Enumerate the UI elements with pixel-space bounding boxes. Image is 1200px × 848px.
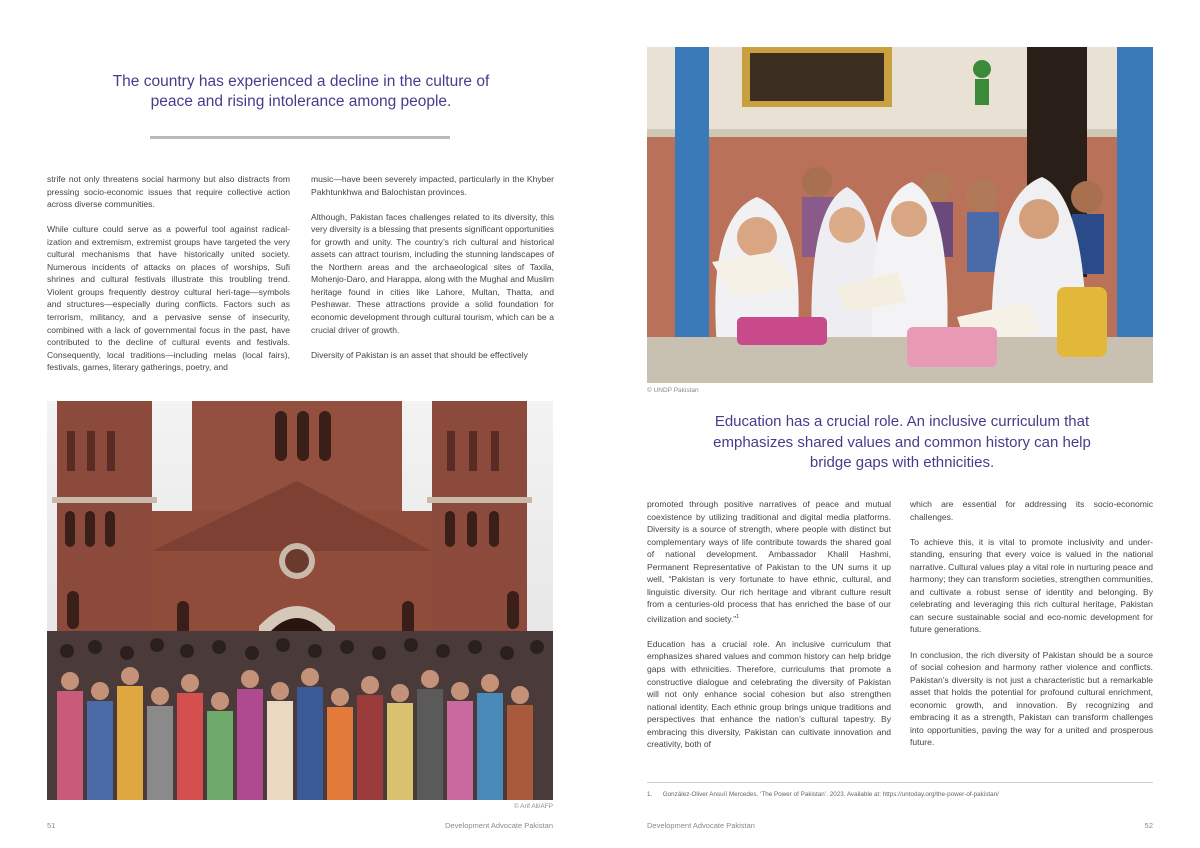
paragraph: To achieve this, it is vital to promote inclusivity and under-standing, ensuring that every voice is valued in the national narrative. Cultural values play a vital role in nurturing peace and harmony; they can transform societies, strengthen communities, and cultivate a robust sense of identity and belonging. By celebrating and leveraging this rich cultural heritage, Pakistan can secure sustainable social and eco-nomic development for future generations. [910, 536, 1153, 635]
paragraph: In conclusion, the rich diversity of Pakistan should be a source of social cohesion and harmony rather violence and conflicts. Pakistan’s diversity is not just a characteristic but a remarkable asset that holds the potential for profound cultural enrichment, economic growth, and innovation. By recognizing and embracing it as a strength, Pakistan can transform challenges into opportunities, paving the way for a united and prosperous future. [910, 649, 1153, 748]
church-crowd-photo [47, 401, 553, 800]
paragraph-text: promoted through positive narratives of peace and mutual coexistence by utilizing traditional and digital media platforms. Diversity is a source of strength, where people with distinct but complementary ways of life contribute towards the shared goal of national development. Ambassador Khalil Hashmi, Permanent Representative of Pakistan to the UN sums it up well, “Pakistan is very fortunate to have ethnic, cultural, and linguistic diversity. Our rich heritage and vibrant culture result from a centuries-old process that has enriched the base of our civilization and society.” [647, 499, 891, 624]
pull-quote-left: The country has experienced a decline in the culture of peace and rising intolerance among people. [112, 73, 490, 110]
photo-credit: © Arif Ali/AFP [513, 803, 553, 810]
paragraph: Although, Pakistan faces challenges related to its diversity, this very diversity is a blessing that presents significant opportunities for growth and unity. The country’s rich cultural and historical assets can attract tourism, including the stunning landscapes of the Northern areas and the archaeological sites of Taxila, Mohenjo-Daro, and Harappa, along with the Mughal and Muslim heritage found in cities like Lahore, Multan, Thatta, and Peshawar. These attractions provide a solid foundation for economic development through cultural tourism, which can be a crucial driver of growth. [311, 211, 554, 335]
left-column-1 [47, 173, 290, 386]
paragraph: Diversity of Pakistan is an asset that should be effectively [311, 349, 528, 360]
footnote-text: González-Oliver Ansuíí Mercedes. ‘The Power of Pakistan’. 2023. Available at: https://untoday.org/the-power-of-pakistan/ [662, 791, 999, 798]
running-title: Development Advocate Pakistan [647, 821, 755, 830]
schoolgirls-reading-photo [647, 47, 1153, 383]
paragraph: strife not only threatens social harmony but also distracts from pressing socio-economic issues that require collective action across diverse communities. [47, 174, 290, 210]
footnote-reference: 1 [736, 613, 740, 620]
left-column-2 [311, 173, 554, 374]
pull-quote-rule [150, 136, 450, 139]
right-column-1 [647, 498, 891, 763]
paragraph: which are essential for addressing its socio-economic challenges. [910, 499, 1153, 522]
paragraph [647, 498, 891, 625]
page-number: 51 [47, 821, 56, 830]
paragraph: While culture could serve as a powerful tool against radical-ization and extremism, extremist groups have targeted the very cultural mechanisms that have historically united society. Numerous incidents of attacks on places of worships, Sufi shrines and cultural festivals illustrate this troubling trend. Violent groups frequently destroy cultural heri-tage—symbols and structures—especially during conflicts. Factors such as terrorism, militancy, and a pervasive sense of insecurity, combined with a lack of governmental focus in the past, have contributed to the decline of cultural events and festivals. Consequently, local traditions—including melas (local fairs), festivals, games, literary gatherings, poetry, and [47, 224, 290, 373]
footnote-divider [647, 782, 1153, 783]
photo-credit: © UNDP Pakistan [647, 387, 699, 394]
footnote-number: 1. [647, 791, 653, 798]
running-title: Development Advocate Pakistan [445, 821, 553, 830]
right-column-2 [910, 498, 1153, 761]
paragraph: Education has a crucial role. An inclusive curriculum that emphasizes shared values and common history can help bridge gaps with ethnicities. Therefore, curriculums that promote a constructive dialogue and celebrating the diversity of Pakistan will not only enhance social cohesion but also strengthen national identity. Each ethnic group brings unique traditions and perspectives that enhance the nation’s cultural tapestry. By embracing this diversity, Pakistan can cultivate innovation and creativity, both of [647, 638, 891, 750]
page-number: 52 [1144, 821, 1153, 830]
page-52 [600, 0, 1200, 848]
pull-quote-right: Education has a crucial role. An inclusive curriculum that emphasizes shared values and common history can help bridge gaps with ethnicities. [713, 413, 1091, 471]
paragraph: music—have been severely impacted, particularly in the Khyber Pakhtunkhwa and Balochistan provinces. [311, 174, 554, 197]
footnote [647, 791, 1153, 798]
